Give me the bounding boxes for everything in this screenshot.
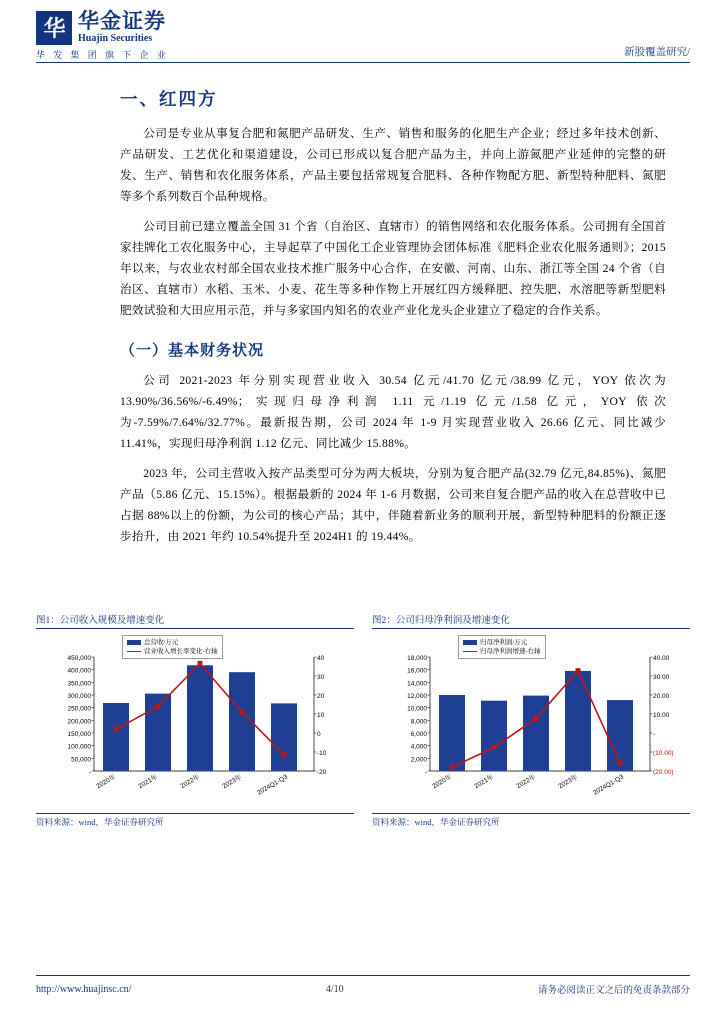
figure-2 <box>372 612 690 828</box>
logo-name-cn: 华金证券 <box>78 9 166 33</box>
section-title: 一、红四方 <box>120 89 218 109</box>
svg-text:150,000: 150,000 <box>67 731 91 738</box>
legend-line-swatch <box>463 651 477 652</box>
svg-text:-: - <box>653 731 656 738</box>
logo-subtitle: 华 发 集 团 旗 下 企 业 <box>36 50 169 60</box>
svg-text:40.00: 40.00 <box>653 655 670 662</box>
svg-text:18,000: 18,000 <box>407 655 427 662</box>
paragraph: 2023 年，公司主营收入按产品类型可分为两大板块，分别为复合肥产品(32.79 亿元,84.85%)、氮肥产品（5.86 亿元、15.15%）。根据最新的 2024 年 1-6 月数据，公司来自复合肥产品的收入在总营收中已占据 88%以上的份额，为公司的核心产品；其中，伴随着新业务的顺利开展，新型特种肥料的份额正逐步抬升，由 2021 年约 10.54%提升至 2024H1 的 19.44%。 <box>120 467 666 543</box>
document-body <box>36 78 690 556</box>
company-logo <box>36 10 166 45</box>
page-footer <box>36 982 690 996</box>
svg-text:2022年: 2022年 <box>179 773 201 791</box>
figure-1-source: 资料来源：wind，华金证券研究所 <box>36 813 354 828</box>
svg-text:30.00: 30.00 <box>653 674 670 681</box>
svg-text:16,000: 16,000 <box>407 667 427 675</box>
figure-2-source: 资料来源：wind，华金证券研究所 <box>372 813 690 828</box>
figure-1-legend <box>122 635 223 659</box>
svg-text:2023年: 2023年 <box>557 773 579 791</box>
svg-text:2020年: 2020年 <box>431 773 453 791</box>
figure-2-chart <box>372 631 690 811</box>
svg-text:6,000: 6,000 <box>410 731 427 738</box>
svg-text:4,000: 4,000 <box>410 743 427 751</box>
paragraph: 公司 2021-2023 年分别实现营业收入 30.54 亿元/41.70 亿元/38.99 亿元，YOY 依次为 13.90%/36.56%/-6.49%；实现归母净利润 1.11 元/1.19 亿元/1.58 亿元，YOY 依次为-7.59%/7.64%/32.77%。最新报告期，公司 2024 年 1-9 月实现营业收入 26.66 亿元、同比减少 11.41%，实现归母净利润 1.12 亿元、同比减少 15.88%。 <box>120 374 666 450</box>
svg-text:-: - <box>424 769 427 776</box>
svg-text:100,000: 100,000 <box>67 743 91 751</box>
legend-label: 归母净利润/万元 <box>480 639 528 646</box>
svg-text:14,000: 14,000 <box>407 680 427 688</box>
svg-text:(20.00): (20.00) <box>653 769 674 776</box>
svg-text:2024Q1-Q3: 2024Q1-Q3 <box>256 773 289 797</box>
figure-1-chart <box>36 631 354 811</box>
svg-text:12,000: 12,000 <box>407 693 427 700</box>
legend-bar-swatch <box>127 640 141 645</box>
svg-text:10: 10 <box>317 712 325 719</box>
paragraph: 公司是专业从事复合肥和氮肥产品研发、生产、销售和服务的化肥生产企业；经过多年技术创新、产品研发、工艺优化和渠道建设，公司已形成以复合肥产品为主，并向上游氮肥产业延伸的完整的研发、生产、销售和农化服务体系，产品主要包括常规复合肥料、各种作物配方肥、新型特种肥料、氮肥等多个系列数百个品种规格。 <box>120 127 666 203</box>
figure-1 <box>36 612 354 828</box>
figure-2-caption: 图2：公司归母净利润及增速变化 <box>372 612 690 629</box>
footer-divider <box>36 975 690 976</box>
svg-text:200,000: 200,000 <box>67 718 91 726</box>
svg-text:2022年: 2022年 <box>515 773 537 791</box>
svg-text:10.00: 10.00 <box>653 712 670 719</box>
svg-text:2020年: 2020年 <box>95 773 117 791</box>
svg-text:2,000: 2,000 <box>410 756 427 764</box>
page-header <box>0 0 724 62</box>
svg-text:40: 40 <box>317 655 325 662</box>
svg-text:20.00: 20.00 <box>653 693 670 700</box>
footer-url[interactable]: http://www.huajinsc.cn/ <box>36 983 132 995</box>
svg-text:-: - <box>88 769 91 776</box>
svg-text:450,000: 450,000 <box>67 655 91 662</box>
legend-line-swatch <box>127 651 141 652</box>
svg-text:30: 30 <box>317 674 325 681</box>
svg-text:350,000: 350,000 <box>67 680 91 688</box>
svg-text:400,000: 400,000 <box>67 667 91 675</box>
svg-text:2024Q1-Q3: 2024Q1-Q3 <box>592 773 625 797</box>
svg-text:50,000: 50,000 <box>71 756 91 764</box>
logo-mark-icon: 华 <box>36 11 72 45</box>
svg-text:-10: -10 <box>317 750 327 757</box>
page-number: 4/10 <box>325 983 344 995</box>
figure-1-caption: 图1：公司收入规模及增速变化 <box>36 612 354 629</box>
svg-text:250,000: 250,000 <box>67 705 91 713</box>
footer-disclaimer: 请务必阅读正文之后的免责条款部分 <box>537 986 690 996</box>
svg-text:2021年: 2021年 <box>473 773 495 791</box>
svg-text:300,000: 300,000 <box>67 693 91 700</box>
header-divider <box>36 62 690 63</box>
svg-text:(10.00): (10.00) <box>653 750 674 757</box>
svg-text:20: 20 <box>317 693 325 700</box>
legend-bar-swatch <box>463 640 477 645</box>
logo-name-en: Huajin Securities <box>78 33 153 44</box>
figures-row <box>36 612 690 828</box>
paragraph: 公司目前已建立覆盖全国 31 个省（自治区、直辖市）的销售网络和农化服务体系。公司拥有全国首家挂牌化工农化服务中心，主导起草了中国化工企业管理协会团体标准《肥料企业农化服务通则》；2015 年以来，与农业农村部全国农业技术推广服务中心合作，在安徽、河南、山东、浙江等全国 24 个省（自治区、直辖市）水稻、玉米、小麦、花生等多种作物上开展红四方缓释肥、控失肥、水溶肥等新型肥料肥效试验和大田应用示范，并与多家国内知名的农业产业化龙头企业建立了稳定的合作关系。 <box>120 220 666 317</box>
svg-text:8,000: 8,000 <box>410 718 427 726</box>
subsection-title: （一）基本财务状况 <box>120 343 265 359</box>
svg-text:10,000: 10,000 <box>407 705 427 713</box>
svg-text:-20: -20 <box>317 769 327 776</box>
svg-text:2023年: 2023年 <box>221 773 243 791</box>
figure-2-legend <box>458 635 546 659</box>
svg-text:2021年: 2021年 <box>137 773 159 791</box>
legend-label: 总营收/万元 <box>144 639 179 646</box>
svg-text:0: 0 <box>317 731 321 738</box>
legend-label: 归母净利润增速-右轴 <box>480 648 541 655</box>
report-category: 新股覆盖研究/ <box>624 47 690 58</box>
legend-label: 营业收入增长率变化-右轴 <box>144 648 218 655</box>
